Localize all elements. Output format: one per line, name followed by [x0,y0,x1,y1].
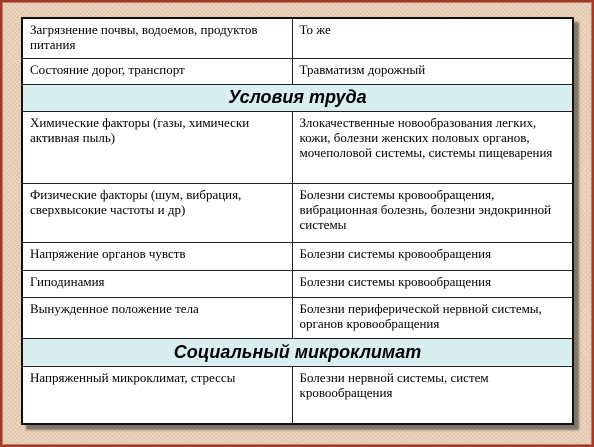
section-header-row [22,338,573,366]
table-row [22,111,573,183]
disease-cell: Болезни нервной системы, систем кровообращения [292,366,573,424]
disease-cell: То же [292,18,573,58]
risk-factors-table [21,17,574,425]
disease-cell: Болезни периферической нервной системы, органов кровообращения [292,297,573,338]
section-header-row [22,84,573,111]
table-row [22,242,573,270]
factor-cell: Напряженный микроклимат, стрессы [22,366,292,424]
table-row [22,366,573,424]
table-container [21,17,574,425]
table-row [22,270,573,297]
table-row [22,58,573,84]
factor-cell: Состояние дорог, транспорт [22,58,292,84]
section-title: Условия труда [22,84,573,111]
factor-cell: Гиподинамия [22,270,292,297]
disease-cell: Травматизм дорожный [292,58,573,84]
factor-cell: Загрязнение почвы, водоемов, продуктов питания [22,18,292,58]
disease-cell: Болезни системы кровообращения [292,242,573,270]
table-row [22,297,573,338]
table-row [22,18,573,58]
table-row [22,183,573,242]
factor-cell: Химические факторы (газы, химически активная пыль) [22,111,292,183]
section-title: Социальный микроклимат [22,338,573,366]
disease-cell: Болезни системы кровообращения, вибрационная болезнь, болезни эндокринной системы [292,183,573,242]
disease-cell: Болезни системы кровообращения [292,270,573,297]
disease-cell: Злокачественные новообразования легких, кожи, болезни женских половых органов, мочеполовой системы, системы пищеварения [292,111,573,183]
factor-cell: Вынужденное положение тела [22,297,292,338]
factor-cell: Напряжение органов чувств [22,242,292,270]
factor-cell: Физические факторы (шум, вибрация, сверхвысокие частоты и др) [22,183,292,242]
